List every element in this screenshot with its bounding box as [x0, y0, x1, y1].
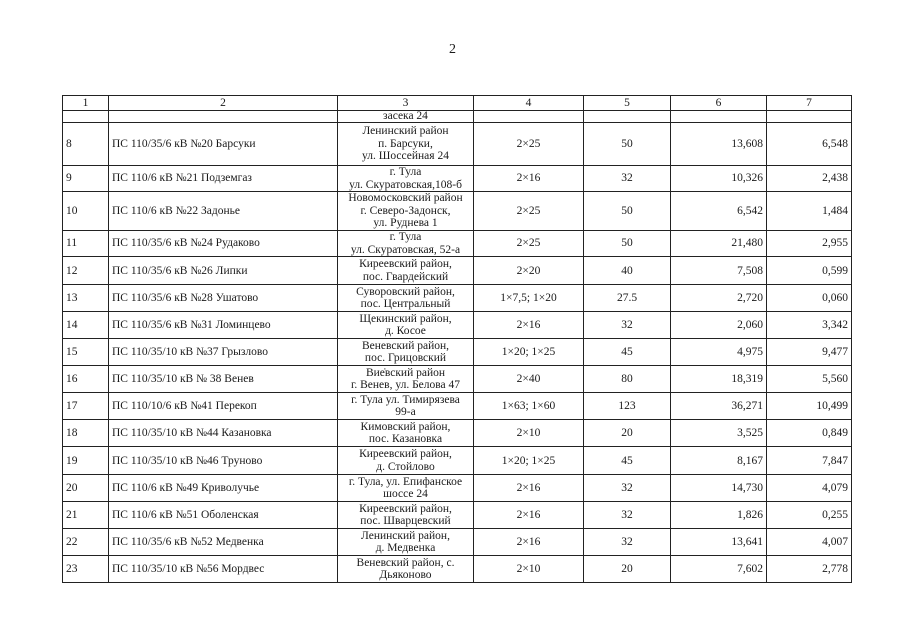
table-row [63, 366, 852, 393]
cell-transformers: 2×16 [474, 502, 584, 529]
cell-empty [63, 111, 109, 123]
cell-col7: 2,778 [767, 556, 852, 583]
address-line: Кимовский район, [360, 420, 451, 433]
cell-substation-name: ПС 110/35/10 кВ №56 Мордвес [109, 556, 338, 583]
cell-empty [584, 111, 671, 123]
cell-power: 45 [584, 447, 671, 475]
cell-col7: 2,438 [767, 166, 852, 192]
address-line: пос. Грицовский [364, 352, 447, 365]
cell-power: 32 [584, 475, 671, 502]
table-row [63, 257, 852, 285]
cell-number: 19 [63, 447, 109, 475]
cell-transformers: 2×20 [474, 257, 584, 285]
cell-number: 23 [63, 556, 109, 583]
cell-empty [671, 111, 767, 123]
cell-substation-name: ПС 110/35/10 кВ №37 Грызлово [109, 339, 338, 366]
address-line: ул. Скуратовская,108-б [349, 178, 462, 191]
cell-power: 32 [584, 502, 671, 529]
cell-number: 13 [63, 285, 109, 312]
column-header: 2 [109, 96, 338, 111]
address-line: г. Венев, ул. Белова 47 [350, 379, 461, 392]
column-header: 7 [767, 96, 852, 111]
cell-col7: 10,499 [767, 393, 852, 420]
cell-transformers: 2×25 [474, 231, 584, 257]
cell-col7: 5,560 [767, 366, 852, 393]
cell-number: 8 [63, 123, 109, 166]
table-row [63, 393, 852, 420]
cell-substation-name: ПС 110/6 кВ №22 Задонье [109, 192, 338, 231]
cell-substation-name: ПС 110/6 кВ №49 Криволучье [109, 475, 338, 502]
address-line: ул. Скуратовская, 52-а [350, 243, 461, 256]
cell-power: 27.5 [584, 285, 671, 312]
cell-power: 45 [584, 339, 671, 366]
page-number: 2 [449, 42, 456, 57]
address-line: Ленинский район, [361, 529, 450, 542]
cell-address [338, 257, 474, 285]
cell-substation-name: ПС 110/35/6 кВ №52 Медвенка [109, 529, 338, 556]
cell-power: 80 [584, 366, 671, 393]
address-line: Щекинский район, [359, 312, 452, 325]
cell-transformers: 2×25 [474, 192, 584, 231]
address-line: Вие̇вский район [365, 366, 446, 379]
cell-transformers: 2×16 [474, 475, 584, 502]
cell-transformers: 2×16 [474, 166, 584, 192]
cell-power: 20 [584, 420, 671, 447]
table-row [63, 285, 852, 312]
cell-col7: 0,060 [767, 285, 852, 312]
table-row [63, 312, 852, 339]
table-row [63, 123, 852, 166]
cell-empty [109, 111, 338, 123]
address-line: г. Тула ул. Тимирязева [351, 393, 460, 406]
cell-number: 21 [63, 502, 109, 529]
cell-address [338, 231, 474, 257]
cell-address [338, 556, 474, 583]
cell-substation-name: ПС 110/35/6 кВ №28 Ушатово [109, 285, 338, 312]
cell-power: 50 [584, 231, 671, 257]
cell-address [338, 111, 474, 123]
cell-power: 32 [584, 166, 671, 192]
address-line: ул. Руднева 1 [373, 217, 438, 230]
cell-transformers: 1×7,5; 1×20 [474, 285, 584, 312]
cell-col6: 8,167 [671, 447, 767, 475]
table-row [63, 529, 852, 556]
address-line: г. Северо-Задонск, [360, 204, 451, 217]
cell-col7: 0,599 [767, 257, 852, 285]
address-line: д. Косое [385, 325, 426, 338]
cell-col6: 13,641 [671, 529, 767, 556]
address-line: засека 24 [383, 110, 428, 122]
substation-table [62, 95, 852, 583]
cell-number: 11 [63, 231, 109, 257]
address-line: д. Стойлово [376, 460, 435, 473]
cell-power: 32 [584, 529, 671, 556]
address-line: Веневский район, с. [356, 556, 455, 569]
cell-col6: 2,060 [671, 312, 767, 339]
table-row [63, 420, 852, 447]
column-header: 5 [584, 96, 671, 111]
cell-col7: 4,079 [767, 475, 852, 502]
cell-empty [767, 111, 852, 123]
cell-address [338, 393, 474, 420]
cell-address [338, 285, 474, 312]
cell-transformers: 2×16 [474, 529, 584, 556]
cell-address [338, 475, 474, 502]
cell-transformers: 2×16 [474, 312, 584, 339]
address-line: Дьяконово [379, 569, 432, 582]
address-line: Ленинский район [362, 125, 449, 138]
cell-col7: 1,484 [767, 192, 852, 231]
table-body [63, 111, 852, 583]
cell-address [338, 339, 474, 366]
column-header: 4 [474, 96, 584, 111]
cell-col6: 21,480 [671, 231, 767, 257]
cell-substation-name: ПС 110/6 кВ №51 Оболенская [109, 502, 338, 529]
cell-substation-name: ПС 110/6 кВ №21 Подземгаз [109, 166, 338, 192]
address-line: Киреевский район, [359, 448, 452, 461]
address-line: п. Барсуки, [378, 137, 433, 150]
address-line: Суворовский район, [356, 285, 455, 298]
address-line: пос. Гвардейский [362, 270, 449, 283]
cell-address [338, 312, 474, 339]
cell-col6: 36,271 [671, 393, 767, 420]
cell-power: 40 [584, 257, 671, 285]
cell-col7: 7,847 [767, 447, 852, 475]
cell-number: 10 [63, 192, 109, 231]
address-line: пос. Шварцевский [360, 515, 451, 528]
cell-col6: 3,525 [671, 420, 767, 447]
address-line: шоссе 24 [383, 488, 428, 501]
cell-col6: 2,720 [671, 285, 767, 312]
address-line: г. Тула, ул. Епифанское [348, 475, 463, 488]
address-line: г. Тула [389, 166, 422, 178]
cell-substation-name: ПС 110/35/6 кВ №26 Липки [109, 257, 338, 285]
cell-empty [474, 111, 584, 123]
continuation-row [63, 111, 852, 123]
cell-number: 22 [63, 529, 109, 556]
cell-transformers: 1×63; 1×60 [474, 393, 584, 420]
cell-number: 15 [63, 339, 109, 366]
address-line: пос. Казановка [368, 433, 443, 446]
address-line: Киреевский район, [359, 502, 452, 515]
cell-substation-name: ПС 110/35/6 кВ №20 Барсуки [109, 123, 338, 166]
table-row [63, 339, 852, 366]
cell-col7: 3,342 [767, 312, 852, 339]
cell-col6: 7,602 [671, 556, 767, 583]
cell-address [338, 447, 474, 475]
cell-power: 123 [584, 393, 671, 420]
cell-col6: 7,508 [671, 257, 767, 285]
table-row [63, 447, 852, 475]
column-header: 1 [63, 96, 109, 111]
cell-substation-name: ПС 110/35/6 кВ №31 Ломинцево [109, 312, 338, 339]
cell-address [338, 529, 474, 556]
column-header: 3 [338, 96, 474, 111]
cell-col7: 0,255 [767, 502, 852, 529]
cell-col6: 1,826 [671, 502, 767, 529]
table-row [63, 556, 852, 583]
cell-power: 50 [584, 123, 671, 166]
cell-substation-name: ПС 110/35/10 кВ № 38 Венев [109, 366, 338, 393]
cell-col6: 4,975 [671, 339, 767, 366]
cell-number: 17 [63, 393, 109, 420]
address-line: д. Медвенка [375, 542, 436, 555]
cell-transformers: 2×40 [474, 366, 584, 393]
cell-col6: 14,730 [671, 475, 767, 502]
table-row [63, 166, 852, 192]
cell-address [338, 192, 474, 231]
table-row [63, 192, 852, 231]
cell-address [338, 420, 474, 447]
cell-col7: 2,955 [767, 231, 852, 257]
cell-transformers: 2×25 [474, 123, 584, 166]
cell-transformers: 1×20; 1×25 [474, 447, 584, 475]
cell-col7: 6,548 [767, 123, 852, 166]
cell-col6: 6,542 [671, 192, 767, 231]
cell-power: 20 [584, 556, 671, 583]
cell-transformers: 2×10 [474, 556, 584, 583]
address-line: Киреевский район, [359, 258, 452, 271]
table-row [63, 475, 852, 502]
address-line: г. Тула [389, 231, 422, 244]
cell-number: 12 [63, 257, 109, 285]
address-line: 99-а [395, 406, 416, 419]
cell-address [338, 366, 474, 393]
cell-col7: 0,849 [767, 420, 852, 447]
cell-substation-name: ПС 110/10/6 кВ №41 Перекоп [109, 393, 338, 420]
cell-substation-name: ПС 110/35/10 кВ №44 Казановка [109, 420, 338, 447]
cell-number: 18 [63, 420, 109, 447]
address-line: Новомосковский район [348, 192, 463, 205]
cell-number: 14 [63, 312, 109, 339]
cell-col6: 13,608 [671, 123, 767, 166]
cell-col6: 18,319 [671, 366, 767, 393]
address-line: ул. Шоссейная 24 [362, 150, 449, 163]
cell-number: 9 [63, 166, 109, 192]
cell-transformers: 2×10 [474, 420, 584, 447]
cell-col7: 9,477 [767, 339, 852, 366]
cell-power: 50 [584, 192, 671, 231]
header-row [63, 96, 852, 111]
cell-substation-name: ПС 110/35/6 кВ №24 Рудаково [109, 231, 338, 257]
column-header: 6 [671, 96, 767, 111]
cell-transformers: 1×20; 1×25 [474, 339, 584, 366]
cell-number: 20 [63, 475, 109, 502]
cell-address [338, 502, 474, 529]
cell-number: 16 [63, 366, 109, 393]
address-line: Веневский район, [361, 339, 450, 352]
table-row [63, 231, 852, 257]
cell-col7: 4,007 [767, 529, 852, 556]
cell-address [338, 166, 474, 192]
table-row [63, 502, 852, 529]
cell-address [338, 123, 474, 166]
cell-substation-name: ПС 110/35/10 кВ №46 Труново [109, 447, 338, 475]
address-line: пос. Центральный [360, 298, 451, 311]
cell-power: 32 [584, 312, 671, 339]
cell-col6: 10,326 [671, 166, 767, 192]
